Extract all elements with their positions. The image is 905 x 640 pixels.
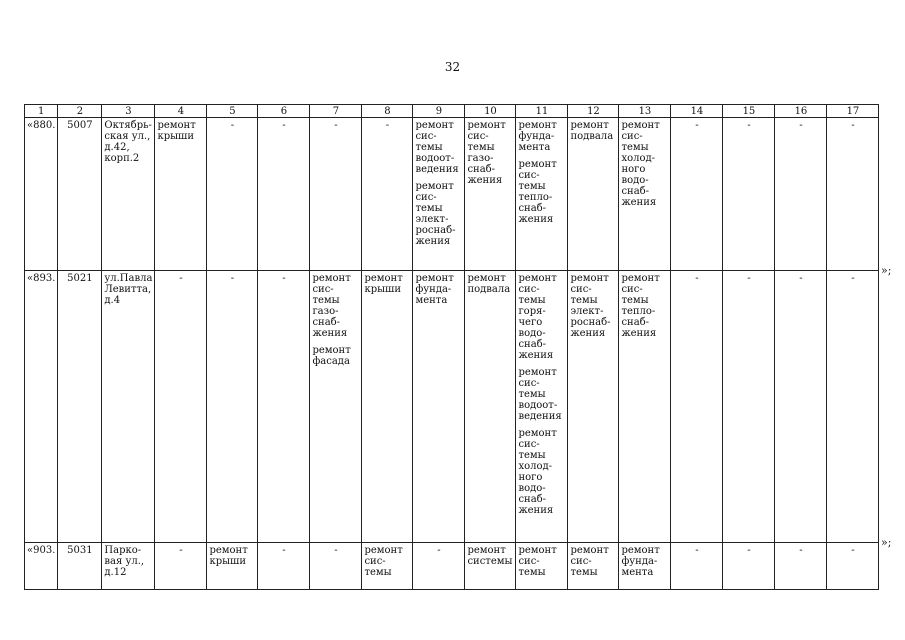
cell-entry: ремонт фунда-мента xyxy=(518,120,557,153)
cell-entry: ремонт сис-темы элект-роснаб-жения xyxy=(570,273,611,339)
table-cell xyxy=(516,271,568,543)
cell-entry: - xyxy=(230,273,235,284)
column-header: 7 xyxy=(310,105,362,118)
row-end-mark: »; xyxy=(881,264,892,277)
table-cell xyxy=(413,271,465,543)
cell-entry: ремонт сис-темы элект-роснаб-жения xyxy=(415,181,456,247)
table-cell xyxy=(102,271,155,543)
table-cell xyxy=(827,271,879,543)
cell-entry: - xyxy=(851,273,855,284)
table-row xyxy=(25,543,879,590)
table-cell xyxy=(362,543,413,590)
table-cell xyxy=(827,118,879,271)
cell-entry: ремонт сис-темы холод-ного водо-снаб-жения xyxy=(518,428,557,516)
column-header: 13 xyxy=(619,105,671,118)
column-header: 1 xyxy=(25,105,58,118)
cell-entry: ремонт сис-темы тепло-снаб-жения xyxy=(518,159,557,225)
table-cell xyxy=(568,543,619,590)
cell-entry: - xyxy=(437,545,441,556)
cell-entry: - xyxy=(799,273,803,284)
cell-entry: - xyxy=(695,545,699,556)
cell-entry: - xyxy=(747,120,751,131)
cell-entry: ремонт сис-темы водоот-ведения xyxy=(518,367,562,422)
cell-entry: ремонт подвала xyxy=(570,120,614,142)
cell-entry: ул.Павла Левитта, д.4 xyxy=(104,273,153,306)
table-cell xyxy=(25,118,58,271)
cell-entry: - xyxy=(851,545,855,556)
cell-entry: - xyxy=(799,545,803,556)
table-cell xyxy=(516,118,568,271)
table-cell xyxy=(58,271,102,543)
cell-entry: - xyxy=(282,545,286,556)
cell-entry: ремонт фасада xyxy=(312,345,351,367)
cell-entry: - xyxy=(851,120,855,131)
cell-entry: ремонт системы xyxy=(467,545,513,567)
cell-entry: ремонт сис-темы водоот-ведения xyxy=(415,120,459,175)
cell-entry: ремонт сис-темы газо-снаб-жения xyxy=(312,273,351,339)
cell-entry: - xyxy=(799,120,803,131)
table-cell xyxy=(258,271,310,543)
column-header: 12 xyxy=(568,105,619,118)
table-row xyxy=(25,271,879,543)
table-cell xyxy=(155,543,207,590)
column-header: 6 xyxy=(258,105,310,118)
table-cell xyxy=(258,118,310,271)
page-number: 32 xyxy=(444,60,461,74)
row-end-mark: »; xyxy=(881,536,892,549)
table-cell xyxy=(310,543,362,590)
column-header: 17 xyxy=(827,105,879,118)
cell-entry: ремонт сис-темы горя-чего водо-снаб-жения xyxy=(518,273,557,361)
cell-entry: ремонт крыши xyxy=(364,273,403,295)
cell-entry: ремонт крыши xyxy=(157,120,196,142)
table-cell xyxy=(155,118,207,271)
cell-entry: Октябрь-ская ул., д.42, корп.2 xyxy=(104,120,152,164)
column-header: 8 xyxy=(362,105,413,118)
table-cell xyxy=(723,118,775,271)
cell-entry: - xyxy=(230,120,235,131)
table-cell xyxy=(362,271,413,543)
column-number-row xyxy=(25,105,879,118)
table-cell xyxy=(310,271,362,543)
column-header: 5 xyxy=(207,105,258,118)
table-cell xyxy=(516,543,568,590)
table-cell xyxy=(671,118,723,271)
table-cell xyxy=(413,118,465,271)
column-header: 2 xyxy=(58,105,102,118)
cell-entry: - xyxy=(282,273,286,284)
cell-entry: - xyxy=(334,120,338,131)
table-cell xyxy=(25,271,58,543)
cell-entry: - xyxy=(179,273,183,284)
table-cell xyxy=(671,543,723,590)
table-cell xyxy=(207,118,258,271)
cell-entry: ремонт фунда-мента xyxy=(415,273,454,306)
column-header: 15 xyxy=(723,105,775,118)
table-cell xyxy=(207,543,258,590)
cell-entry: «893. xyxy=(27,273,56,284)
repair-schedule-table xyxy=(24,104,879,590)
cell-entry: ремонт фунда-мента xyxy=(621,545,660,578)
cell-entry: ремонт крыши xyxy=(209,545,248,567)
table-cell xyxy=(207,271,258,543)
cell-entry: ремонт сис-темы xyxy=(570,545,609,578)
cell-entry: - xyxy=(695,273,699,284)
table-cell xyxy=(775,118,827,271)
table-cell xyxy=(619,271,671,543)
table-cell xyxy=(775,271,827,543)
column-header: 10 xyxy=(465,105,516,118)
cell-entry: - xyxy=(695,120,699,131)
cell-entry: - xyxy=(334,545,338,556)
cell-entry: ремонт сис-темы xyxy=(518,545,557,578)
table-cell xyxy=(413,543,465,590)
table-row xyxy=(25,118,879,271)
table-cell xyxy=(671,271,723,543)
cell-entry: Парко-вая ул., д.12 xyxy=(104,545,145,578)
cell-entry: 5031 xyxy=(67,545,93,556)
table-cell xyxy=(258,543,310,590)
table-cell xyxy=(465,543,516,590)
cell-entry: 5007 xyxy=(67,120,93,131)
table-cell xyxy=(723,543,775,590)
cell-entry: - xyxy=(747,273,751,284)
cell-entry: ремонт подвала xyxy=(467,273,511,295)
cell-entry: - xyxy=(747,545,751,556)
column-header: 3 xyxy=(102,105,155,118)
table-cell xyxy=(362,118,413,271)
table-cell xyxy=(619,543,671,590)
table-cell xyxy=(723,271,775,543)
column-header: 9 xyxy=(413,105,465,118)
table-cell xyxy=(619,118,671,271)
table-cell xyxy=(827,543,879,590)
cell-entry: ремонт сис-темы xyxy=(364,545,403,578)
cell-entry: - xyxy=(385,120,390,131)
table-cell xyxy=(155,271,207,543)
cell-entry: ремонт сис-темы холод-ного водо-снаб-жения xyxy=(621,120,660,208)
cell-entry: 5021 xyxy=(67,273,93,284)
cell-entry: ремонт сис-темы тепло-снаб-жения xyxy=(621,273,660,339)
column-header: 14 xyxy=(671,105,723,118)
cell-entry: - xyxy=(282,120,286,131)
cell-entry: ремонт сис-темы газо-снаб-жения xyxy=(467,120,506,186)
cell-entry: - xyxy=(179,545,183,556)
table-cell xyxy=(102,543,155,590)
cell-entry: «880. xyxy=(27,120,56,131)
column-header: 16 xyxy=(775,105,827,118)
column-header: 11 xyxy=(516,105,568,118)
table-cell xyxy=(568,271,619,543)
table-cell xyxy=(25,543,58,590)
table-cell xyxy=(465,271,516,543)
table-cell xyxy=(465,118,516,271)
cell-entry: «903. xyxy=(27,545,56,556)
table-cell xyxy=(568,118,619,271)
table-cell xyxy=(102,118,155,271)
table-cell xyxy=(58,118,102,271)
column-header: 4 xyxy=(155,105,207,118)
table-cell xyxy=(775,543,827,590)
table-cell xyxy=(310,118,362,271)
table-cell xyxy=(58,543,102,590)
